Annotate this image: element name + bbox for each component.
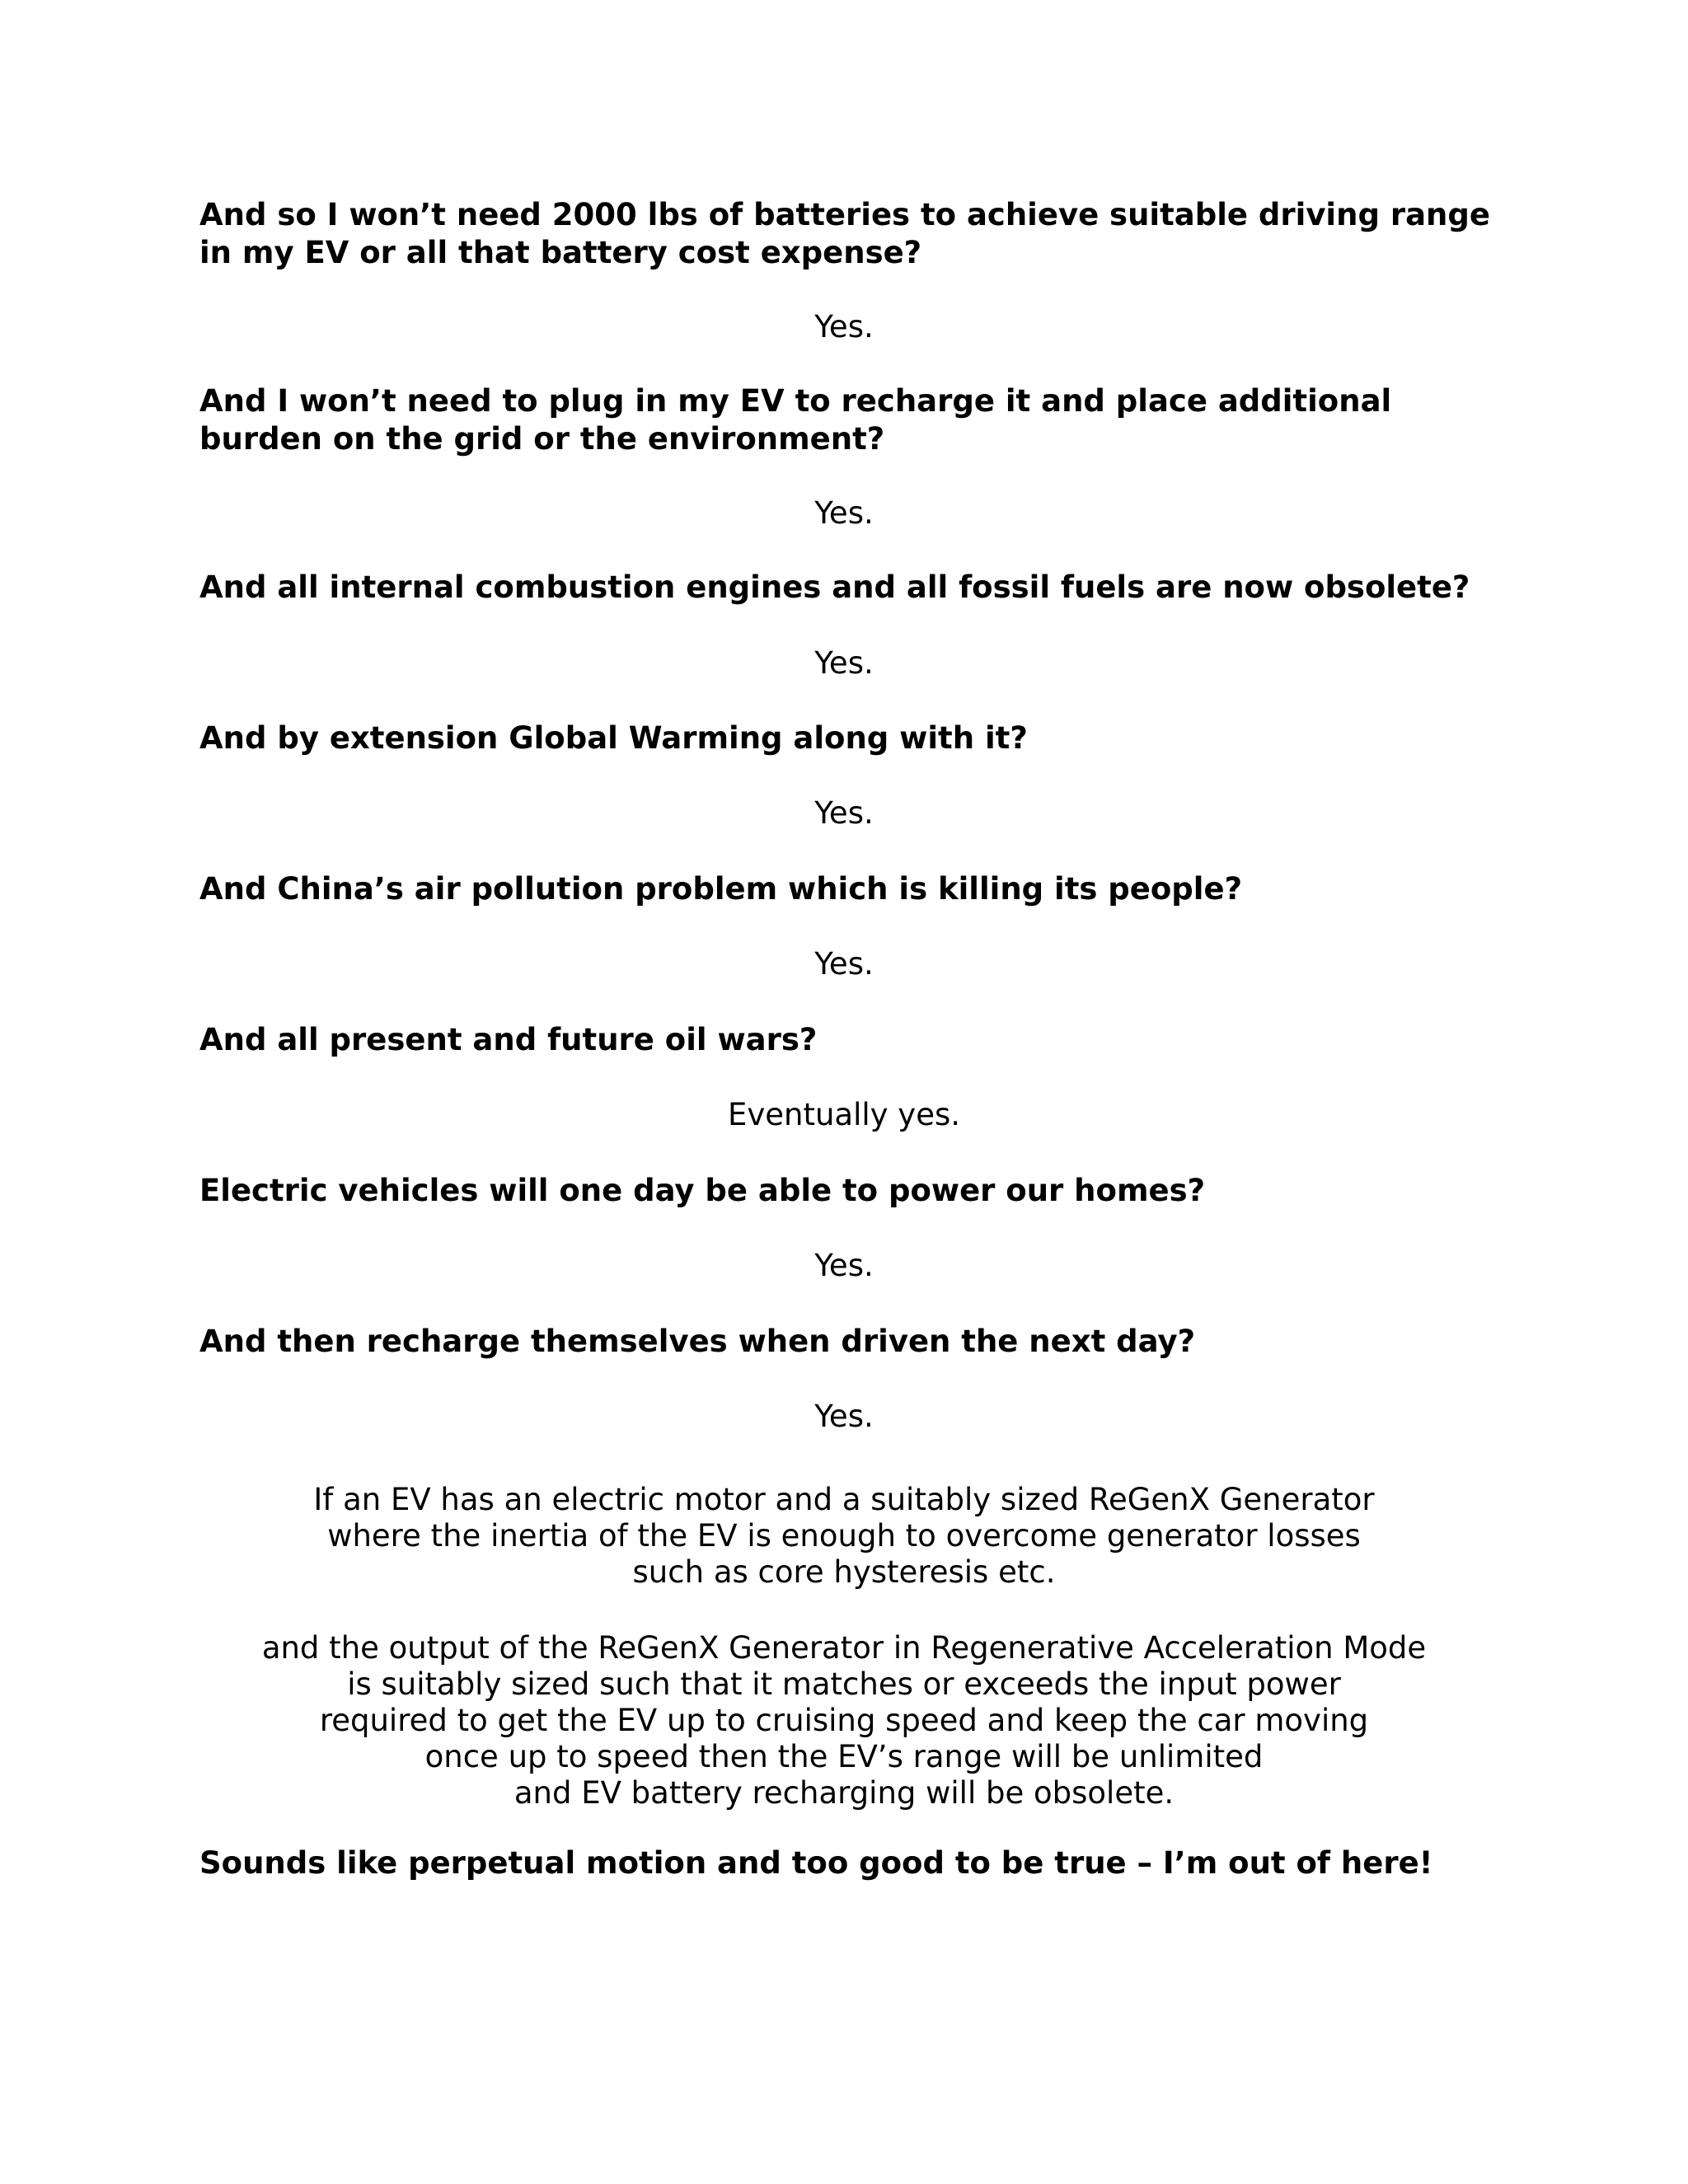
question-2 bbox=[199, 382, 1518, 458]
explanation-2-line-1: and the output of the ReGenX Generator in Regenerative Acceleration Mode bbox=[261, 1630, 1427, 1666]
explanation-2-line-5: and EV battery recharging will be obsolete. bbox=[513, 1775, 1175, 1811]
answer-8: Yes. bbox=[814, 1399, 874, 1434]
question-1-line-1: And so I won’t need 2000 lbs of batteries to achieve suitable driving range bbox=[199, 197, 1490, 232]
question-1 bbox=[199, 196, 1518, 272]
question-2-line-2: burden on the grid or the environment? bbox=[199, 421, 885, 457]
question-1-line-2: in my EV or all that battery cost expense? bbox=[199, 235, 922, 270]
question-3-line-1: And all internal combustion engines and all fossil fuels are now obsolete? bbox=[199, 569, 1470, 605]
question-5 bbox=[199, 870, 1518, 908]
question-6-line-1: And all present and future oil wars? bbox=[199, 1022, 818, 1057]
question-3 bbox=[199, 569, 1518, 607]
question-8 bbox=[199, 1323, 1518, 1361]
answer-7: Yes. bbox=[814, 1248, 874, 1283]
explanation-1-line-3: such as core hysteresis etc. bbox=[632, 1554, 1056, 1590]
question-6 bbox=[199, 1021, 1518, 1059]
answer-3: Yes. bbox=[814, 645, 874, 681]
answer-6: Eventually yes. bbox=[727, 1097, 961, 1132]
question-2-line-1: And I won’t need to plug in my EV to recharge it and place additional bbox=[199, 383, 1392, 419]
explanation-1-line-1: If an EV has an electric motor and a suitably sized ReGenX Generator bbox=[313, 1482, 1375, 1517]
question-5-line-1: And China’s air pollution problem which is killing its people? bbox=[199, 871, 1243, 907]
closing-statement: Sounds like perpetual motion and too good to be true – I’m out of here! bbox=[199, 1845, 1433, 1881]
answer-4: Yes. bbox=[814, 795, 874, 831]
explanation-1-line-2: where the inertia of the EV is enough to overcome generator losses bbox=[327, 1518, 1361, 1554]
question-4-line-1: And by extension Global Warming along with it? bbox=[199, 720, 1028, 756]
question-7-line-1: Electric vehicles will one day be able to power our homes? bbox=[199, 1173, 1206, 1208]
answer-5: Yes. bbox=[814, 946, 874, 982]
question-7 bbox=[199, 1172, 1518, 1210]
explanation-paragraph-1 bbox=[0, 1482, 1688, 1591]
explanation-2-line-2: is suitably sized such that it matches or exceeds the input power bbox=[347, 1666, 1341, 1702]
question-4 bbox=[199, 719, 1518, 757]
question-8-line-1: And then recharge themselves when driven the next day? bbox=[199, 1324, 1196, 1359]
explanation-2-line-3: required to get the EV up to cruising speed and keep the car moving bbox=[319, 1703, 1369, 1738]
answer-2: Yes. bbox=[814, 495, 874, 531]
answer-1: Yes. bbox=[814, 309, 874, 344]
explanation-2-line-4: once up to speed then the EV’s range will be unlimited bbox=[424, 1739, 1264, 1774]
explanation-paragraph-2 bbox=[0, 1630, 1688, 1811]
